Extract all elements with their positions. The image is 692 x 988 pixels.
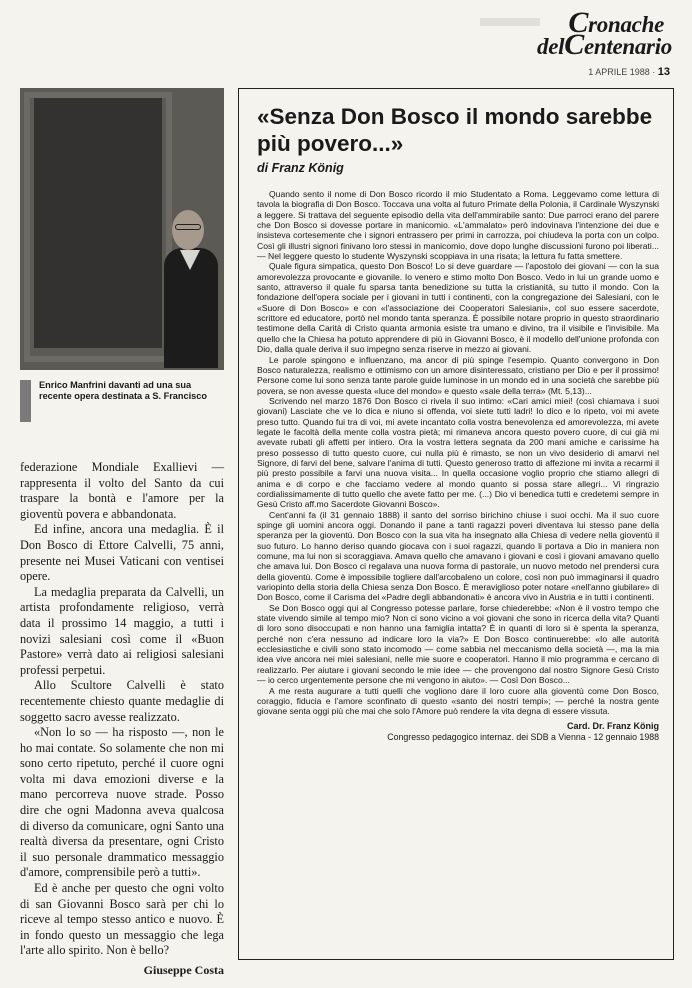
left-paragraph: Ed infine, ancora una medaglia. È il Don Bosco di Ettore Calvelli, 75 anni, presente nei Musei Vaticani con ventisei opere.	[20, 522, 224, 584]
article-box	[238, 88, 674, 960]
article-photo	[20, 88, 224, 370]
left-paragraph: federazione Mondiale Exallievi — rappresenta il volto del Santo da cui traspare la bontà e l'amore per la gioventù povera e abbandonata.	[20, 460, 224, 521]
page-number: 13	[657, 66, 670, 78]
caption-marker	[20, 380, 31, 422]
masthead-line2: delCentenario	[537, 28, 672, 61]
masthead-line1: Cronache	[568, 6, 664, 39]
masthead-logo	[512, 6, 672, 61]
article-paragraph: A me resta augurare a tutti quelli che vogliono dare il loro cuore alla gioventù come Don Bosco, coraggio, fiducia e l'amore sconfinato di questo «santo dei nostri tempi»; — perché la nostra gente giovane senta oggi più che mai che solo l'Amore può rendere la vita degna di essere vissuta.	[257, 685, 659, 717]
article-title: «Senza Don Bosco il mondo sarebbe più povero...»	[257, 104, 653, 156]
person-head	[172, 210, 204, 250]
article-paragraph: Le parole spingono e influenzano, ma ancor di più spinge l'esempio. Quanto convergono in Don Bosco naturalezza, realismo e ottimismo con un amore disinteressato, cristiano per Dio e per il prossimo! Persone come lui sono senza tante parole guide luminose in un mondo ed in una società che sarebbe più povera, se non avesse questa «luce del mondo» e questo «sale della terra» (Mt. 5,13)...	[257, 354, 659, 396]
left-column	[20, 460, 224, 979]
caption-text: Enrico Manfrini davanti ad una sua recente opera destinata a S. Francisco	[39, 380, 207, 401]
article-paragraph: Scrivendo nel marzo 1876 Don Bosco ci rivela il suo intimo: «Cari amici miei! (così chiamava i suoi giovani) Lasciate che ve lo dica e niuno si offenda, voi siete tutti ladri! Io dico e lo ripeto, voi mi avete preso tutto. Quando fui tra di voi, mi avete incantato colla vostra benevolenza ed amorevolezza, mi avete legate le facoltà della mente colla vostra pietà; mi rimaneva ancora questo povero cuore, di cui già mi avevate rubati gli affetti per intiero. Ora la vostra lettera segnata da 200 mani amiche e carissime ha preso possesso di tutto questo cuore, cui nulla più è rimasto, se non un vivo desiderio di amarvi nel Signore, di farvi del bene, salvare l'anima di tutti. Questo generoso tratto di affezione mi invita a recarmi il più presto possibile a farvi una nuova visita... In quella occasione voglio proprio che stiamo allegri di anima e di corpo e che facciamo vedere al mondo quanto si possa stare allegri... Vi ringrazio cordialissimamente di tutto quello che avete fatto per me. (...) Dio vi benedica tutti e credetemi sempre in Gesù Cristo aff.mo Sacerdote Giovanni Bosco».	[257, 395, 659, 510]
article-author: di Franz König	[257, 161, 344, 175]
person-glasses	[175, 224, 201, 230]
issue-date: 1 APRILE 1988	[588, 67, 650, 77]
article-body	[257, 189, 659, 717]
left-paragraph: Ed è anche per questo che ogni volto di san Giovanni Bosco sarà per chi lo riceve al tempo stesso antico e nuovo. È in fondo questo un messaggio che lega l'arte allo spirito. Non è bello?	[20, 881, 224, 958]
article-paragraph: Cent'anni fa (il 31 gennaio 1888) il santo del sorriso birichino chiuse i suoi occhi. Ma il suo cuore spinge gli uomini ancora oggi. Donando il pane a tanti ragazzi poveri diventava lui stesso pane della speranza per la gioventù. Don Bosco con la sua vita ha insegnato alla Chiesa di vedere nella gioventù il suo futuro. Lo hanno deriso quando giocava con i suoi ragazzi, quando li portava a Dio in maniera non comune, ma lui non si scoraggiava. Amava quello che amavano i giovani e così i giovani amavano quello che amava lui. Don Bosco ci regalava una nuova forma di pastorale, un nuovo metodo nel prendersi cura della gioventù. Come è impossibile togliere dall'arcobaleno un colore, così non può immaginarsi il quadro variopinto della storia della Chiesa senza Don Bosco. È meraviglioso poter notare «nell'anno giubilare» di Don Bosco, come il Carisma del «Padre degli abbandonati» è ancora vivo in Austria e in tutti i continenti.	[257, 509, 659, 603]
left-paragraph: «Non lo so — ha risposto —, non le ho mai contate. So solamente che non mi sono certo ripetuto, perché il cuore ogni volta mi dava emozioni diverse e la mano percorreva nuove strade. Posso dire che ogni Madonna aveva qualcosa di diverso da comunicare, ogni Santo una realtà diversa da presentare, ogni Cristo il suo personale drammatico messaggio d'amore, comprensibile però a tutti».	[20, 725, 224, 880]
dateline: 1 APRILE 1988 · 13	[588, 66, 670, 78]
left-paragraph: Allo Scultore Calvelli è stato recentemente chiesto quante medaglie di soggetto sacro avesse realizzato.	[20, 678, 224, 724]
photo-caption	[20, 380, 224, 422]
article-signature: Card. Dr. Franz König	[566, 720, 659, 731]
left-signature: Giuseppe Costa	[143, 963, 224, 977]
article-paragraph: Se Don Bosco oggi qui al Congresso potesse parlare, forse chiederebbe: «Non è il vostro tempo che state vivendo simile al tempo mio? Non ci sono vicino a voi giovani che sono in ricerca della vita? Quanti di loro sono disoccupati e non hanno una famiglia intatta? È in quanti di loro si è spenta la speranza, perché non c'era nessuno ad indicare loro la via?» E Don Bosco continuerebbe: «Io alle autorità ecclesiastiche e civili sono stato incomodo — come sabbia nel meccanismo della società —, ma la mia idea vive ancora nei miei salesiani, nelle mie suore e cooperatori. Hanno il mio programma e cercano di realizzarlo. Per aiutare i giovani secondo le mie idee — che provengono dal nostro Signore Gesù Cristo — io cerco urgentemente persone che mi vengono in aiuto». — Così Don Bosco...	[257, 602, 659, 686]
article-paragraph: Quale figura simpatica, questo Don Bosco! Lo si deve guardare — l'apostolo dei giovani — con la sua amorevolezza provocante e giovanile. Io venero e stimo molto Don Bosco. Vedo in lui un grande uomo e santo, attraverso il quale fu sparsa tanta benedizione su tutta la cristianità, su tutto il mondo. Con la fondazione dell'opera sociale per i giovani in tutti i continenti, con la congregazione dei Salesiani, con le «Suore di Don Bosco» e con «l'associazione dei Cooperatori Salesiani», col suo essere sacerdote, scrittore ed educatore, portò nel mondo tanta speranza. È possibile notare proprio in questo straordinario testimone della Carità di Cristo quanta armonia esiste tra umano e divino, tra il visibile e l'invisibile. Ma quello che la Chiesa ha potuto apprendere di più in Giovanni Bosco, è il modello dell'unione profonda con Dio, dalla quale deriva il suo impegno senza riserve in mezzo ai giovani.	[257, 261, 659, 355]
artwork-panel	[34, 98, 162, 348]
left-paragraph: La medaglia preparata da Calvelli, un artista profondamente religioso, verrà data il prossimo 14 maggio, a tutti i novizi salesiani così come il «Buon Pastore» verrà dato ai religiosi salesiani professi perpetui.	[20, 584, 224, 677]
article-footnote: Congresso pedagogico internaz. dei SDB a Vienna - 12 gennaio 1988	[387, 731, 659, 742]
article-paragraph: Quando sento il nome di Don Bosco ricordo il mio Studentato a Roma. Leggevamo come lettura di tavola la biografia di Don Bosco. Toccava una volta al futuro Primate della Polonia, il Cardinale Wyszynski a leggere. Si trattava del seguente episodio della vita dell'ammirabile santo: Due parroci erano del parere che Don Bosco si dovesse portare in manicomio. «L'ammalato» però indovinava l'intenzione dei due e insisteva cortesemente che i signori entrassero per primi in carrozza, poi chiudeva la porta con un colpo. Così gli illustri signori finivano loro stessi in manicomio, dove dopo lunghe discussioni furono poi liberati... — Nel leggere questo lo studente Wyszynski scoppiava in una risata; la lettura fu fatta smettere.	[257, 189, 659, 262]
